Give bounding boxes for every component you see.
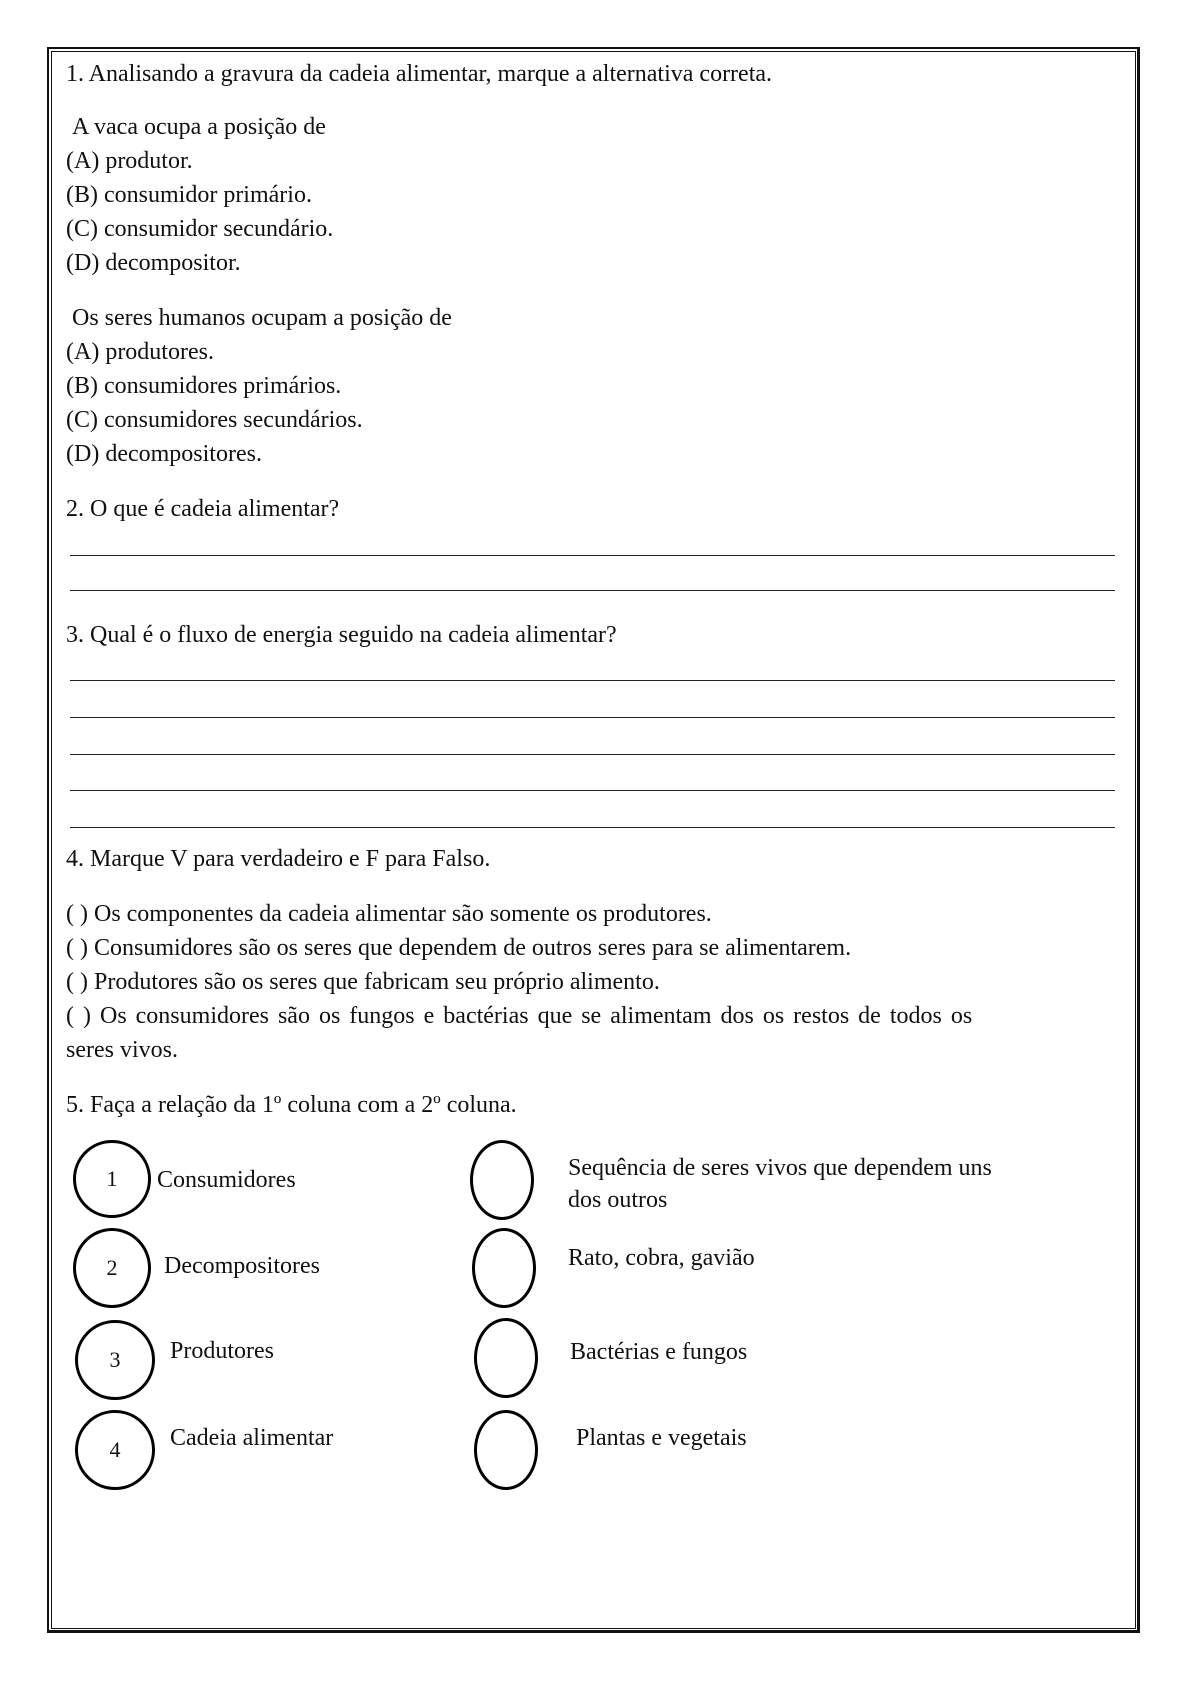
column1-number-circle: 4 [75,1410,155,1490]
answer-line[interactable] [70,555,1115,556]
answer-line[interactable] [70,680,1115,681]
question-1-title: 1. Analisando a gravura da cadeia alimentar, marque a alternativa correta. [66,61,773,87]
column2-label-line: dos outros [568,1187,668,1213]
column2-label: Plantas e vegetais [576,1425,747,1451]
true-false-item[interactable]: ( ) Produtores são os seres que fabricam seu próprio alimento. [66,969,660,995]
true-false-item[interactable]: ( ) Os componentes da cadeia alimentar são somente os produtores. [66,901,712,927]
column1-number-circle: 1 [73,1140,151,1218]
question-1b-stem: Os seres humanos ocupam a posição de [72,305,452,331]
column2-label-line: Sequência de seres vivos que dependem uns [568,1155,992,1181]
question-5-title: 5. Faça a relação da 1º coluna com a 2º coluna. [66,1092,517,1118]
column2-answer-circle[interactable] [472,1228,536,1308]
column2-answer-circle[interactable] [474,1318,538,1398]
question-1a-stem: A vaca ocupa a posição de [72,114,326,140]
question-1b-option-c[interactable]: (C) consumidores secundários. [66,407,363,433]
answer-line[interactable] [70,754,1115,755]
answer-line[interactable] [70,790,1115,791]
question-1b-option-a[interactable]: (A) produtores. [66,339,214,365]
column2-answer-circle[interactable] [470,1140,534,1220]
column1-number-circle: 3 [75,1320,155,1400]
answer-line[interactable] [70,590,1115,591]
column1-label: Cadeia alimentar [170,1425,334,1451]
question-2-title: 2. O que é cadeia alimentar? [66,496,340,522]
column1-number-circle: 2 [73,1228,151,1308]
column2-label: Bactérias e fungos [570,1339,748,1365]
true-false-item[interactable]: ( ) Consumidores são os seres que dependem de outros seres para se alimentarem. [66,935,852,961]
question-1b-option-b[interactable]: (B) consumidores primários. [66,373,342,399]
column1-label: Consumidores [157,1167,296,1193]
question-1a-option-a[interactable]: (A) produtor. [66,148,193,174]
question-3-title: 3. Qual é o fluxo de energia seguido na cadeia alimentar? [66,622,617,648]
question-1b-option-d[interactable]: (D) decompositores. [66,441,262,467]
column1-label: Produtores [170,1338,274,1364]
question-1a-option-d[interactable]: (D) decompositor. [66,250,241,276]
true-false-item[interactable]: ( ) Os consumidores são os fungos e bactérias que se alimentam dos os restos de todos os [66,1003,973,1029]
column2-label [568,1152,992,1216]
question-1a-option-c[interactable]: (C) consumidor secundário. [66,216,334,242]
question-4-title: 4. Marque V para verdadeiro e F para Falso. [66,846,491,872]
column1-label: Decompositores [164,1253,320,1279]
page-border-inner [51,51,1136,1629]
true-false-item-continuation: seres vivos. [66,1037,178,1063]
column2-answer-circle[interactable] [474,1410,538,1490]
question-1a-option-b[interactable]: (B) consumidor primário. [66,182,312,208]
answer-line[interactable] [70,717,1115,718]
answer-line[interactable] [70,827,1115,828]
column2-label: Rato, cobra, gavião [568,1245,755,1271]
